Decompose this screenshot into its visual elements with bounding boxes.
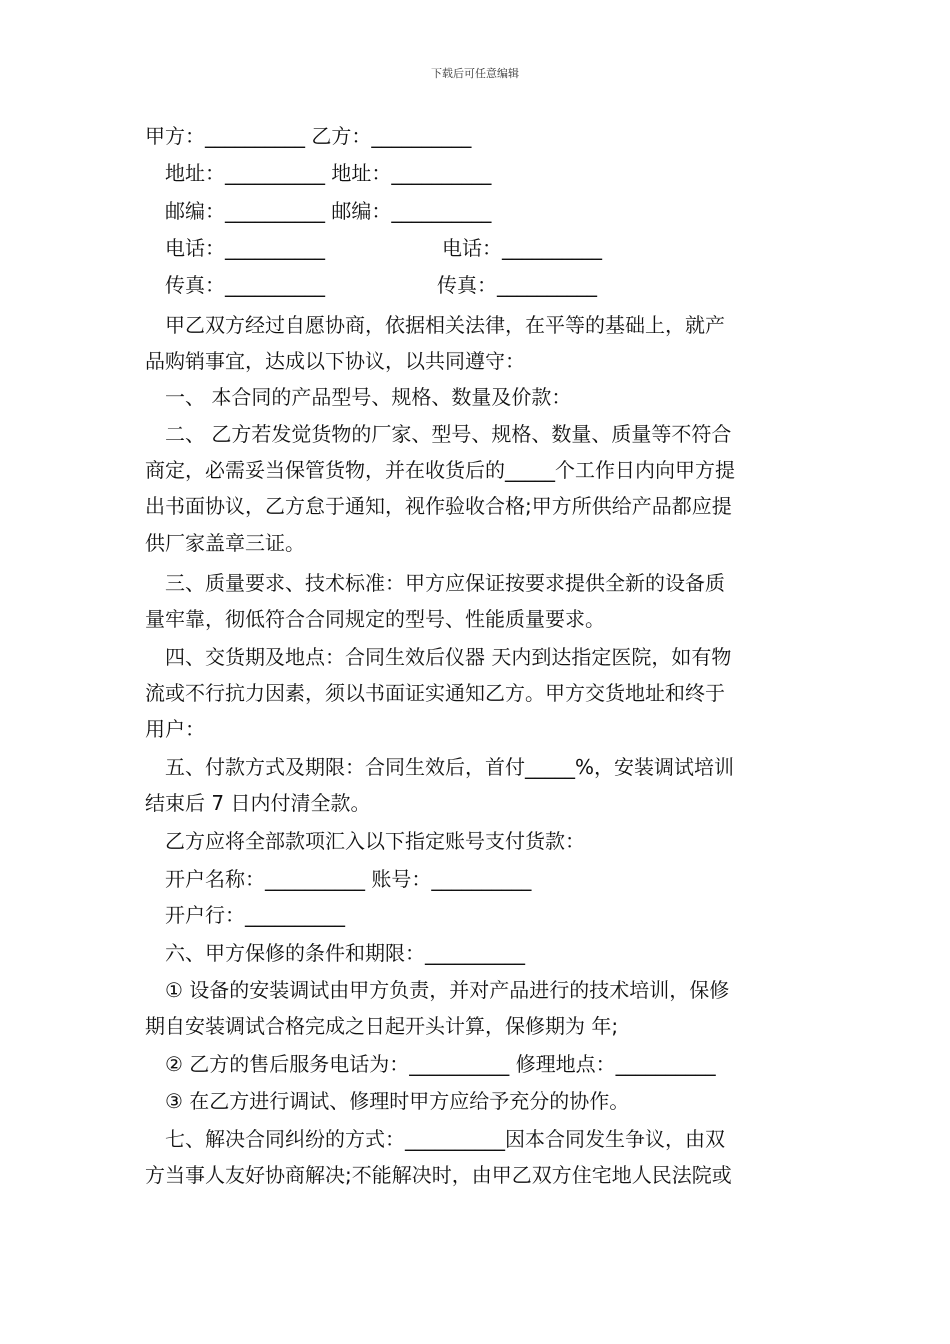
- clause-line: [145, 1163, 732, 1187]
- clause-line: [165, 755, 734, 779]
- page-header: 下载后可任意编辑: [431, 67, 519, 80]
- clause-line: [165, 571, 725, 595]
- clause-line: [165, 422, 731, 446]
- bank-line: [165, 903, 345, 927]
- clause-text: 五、付款方式及期限：合同生效后，首付_____%，安装调试培训: [165, 755, 735, 779]
- clause-line: [165, 978, 729, 1002]
- clause-text: 二、 乙方若发觉货物的厂家、型号、规格、数量、质量等不符合: [165, 422, 732, 446]
- clause-line: [165, 829, 585, 853]
- phone-a-text: 电话：__________: [165, 236, 325, 260]
- clause-line: [145, 791, 370, 815]
- clause-line: [165, 941, 525, 965]
- clause-line: [165, 1052, 716, 1076]
- clause-line: [145, 531, 305, 555]
- paragraph-text: 甲乙双方经过自愿协商，依据相关法律，在平等的基础上，就产: [165, 313, 725, 337]
- fax-a-line: [165, 273, 325, 297]
- clause-text: 商定，必需妥当保管货物，并在收货后的_____个工作日内向甲方提: [145, 458, 735, 482]
- clause-text: 量牢靠，彻低符合合同规定的型号、性能质量要求。: [145, 607, 605, 631]
- clause-text: 七、解决合同纠纷的方式：__________因本合同发生争议，由双: [165, 1127, 725, 1151]
- paragraph-line: [165, 313, 725, 337]
- paragraph-text: 品购销事宜，达成以下协议，以共同遵守：: [145, 349, 525, 373]
- clause-line: [165, 645, 731, 669]
- address-line: [165, 161, 491, 185]
- clause-line: [145, 717, 205, 741]
- clause-line: [165, 385, 571, 409]
- clause-text: 三、质量要求、技术标准：甲方应保证按要求提供全新的设备质: [165, 571, 725, 595]
- clause-line: [165, 1089, 629, 1113]
- clause-line: [165, 1127, 725, 1151]
- postcode-line: [165, 199, 491, 223]
- phone-b-text: 电话：__________: [442, 236, 602, 260]
- phone-b-line: [442, 236, 602, 260]
- clause-text: ③ 在乙方进行调试、修理时甲方应给予充分的协作。: [165, 1089, 630, 1113]
- clause-line: [145, 1014, 618, 1038]
- clause-text: 期自安装调试合格完成之日起开头计算，保修期为 年;: [145, 1014, 619, 1038]
- fax-b-line: [437, 273, 597, 297]
- clause-text: ② 乙方的售后服务电话为：__________ 修理地点：__________: [165, 1052, 716, 1076]
- bank-text: 开户行：__________: [165, 903, 345, 927]
- party-names-text: 甲方：__________ 乙方：__________: [145, 124, 472, 148]
- clause-text: 四、交货期及地点：合同生效后仪器 天内到达指定医院，如有物: [165, 645, 732, 669]
- party-names-line: [145, 124, 471, 148]
- clause-line: [145, 607, 605, 631]
- clause-text: 六、甲方保修的条件和期限：__________: [165, 941, 525, 965]
- postcode-text: 邮编：__________ 邮编：__________: [165, 199, 492, 223]
- clause-line: [145, 494, 732, 518]
- clause-text: 一、 本合同的产品型号、规格、数量及价款：: [165, 385, 572, 409]
- phone-a-line: [165, 236, 325, 260]
- clause-line: [145, 681, 725, 705]
- clause-text: 乙方应将全部款项汇入以下指定账号支付货款：: [165, 829, 585, 853]
- clause-text: 供厂家盖章三证。: [145, 531, 305, 555]
- clause-text: 结束后 7 日内付清全款。: [145, 791, 371, 815]
- clause-line: [145, 458, 735, 482]
- clause-text: ① 设备的安装调试由甲方负责，并对产品进行的技术培训，保修: [165, 978, 730, 1002]
- clause-text: 方当事人友好协商解决;不能解决时，由甲乙双方住宅地人民法院或: [145, 1163, 732, 1187]
- account-text: 开户名称：__________ 账号：__________: [165, 867, 532, 891]
- fax-b-text: 传真：__________: [437, 273, 597, 297]
- clause-text: 用户：: [145, 717, 205, 741]
- fax-a-text: 传真：__________: [165, 273, 325, 297]
- account-line: [165, 867, 531, 891]
- clause-text: 流或不行抗力因素，须以书面证实通知乙方。甲方交货地址和终于: [145, 681, 725, 705]
- address-text: 地址：__________ 地址：__________: [165, 161, 492, 185]
- clause-text: 出书面协议，乙方怠于通知，视作验收合格;甲方所供给产品都应提: [145, 494, 732, 518]
- paragraph-line: [145, 349, 525, 373]
